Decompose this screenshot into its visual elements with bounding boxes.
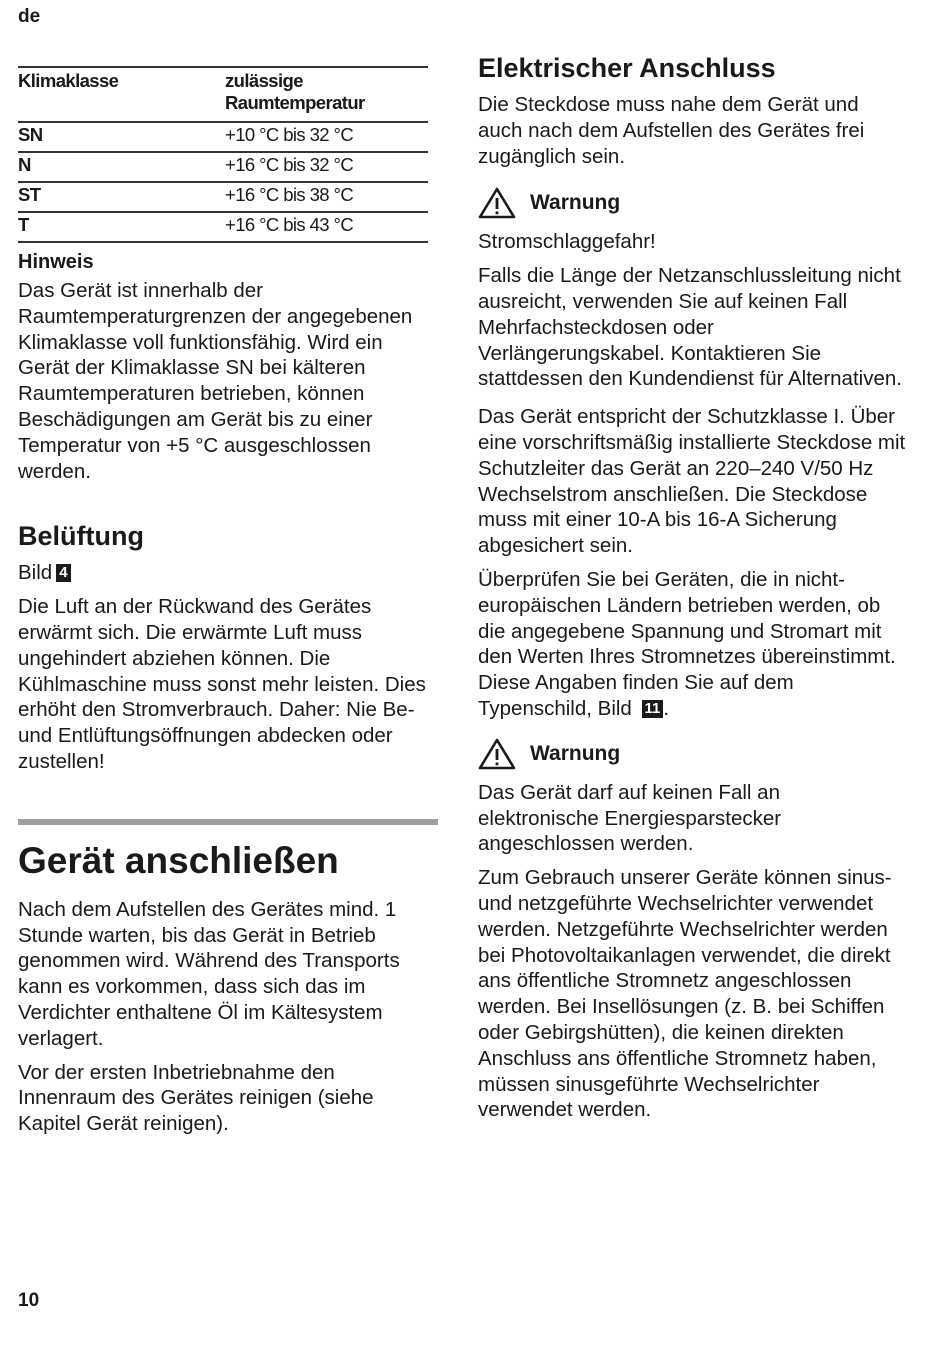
- warning-triangle-icon: [478, 738, 516, 770]
- protection-class-text: Das Gerät entspricht der Schutzklasse I. Über eine vorschriftsmäßig installierte Steckdose mit Schutzleiter das Gerät an 220–240 V/50 Hz Wechselstrom anschließen. Die Steckdose muss mit einer 10-A bis 16-A Sicherung abgesichert sein.: [478, 405, 906, 558]
- table-cell-temperature: +16 °C bis 32 °C: [225, 152, 428, 182]
- socket-access-text: Die Steckdose muss nahe dem Gerät und auch nach dem Aufstellen des Gerätes frei zugänglich sein.: [478, 93, 865, 168]
- table-cell-class: N: [18, 152, 225, 182]
- section-title-elektrischer-anschluss: Elektrischer Anschluss: [478, 53, 776, 83]
- figure-number-badge: 4: [56, 564, 70, 582]
- table-cell-temperature: +10 °C bis 32 °C: [225, 122, 428, 152]
- table-cell-class: SN: [18, 122, 225, 152]
- warning-energy-saver-text: Das Gerät darf auf keinen Fall an elektronische Energiesparstecker angeschlossen werden.: [478, 780, 782, 856]
- section-divider: [18, 819, 438, 825]
- voltage-check-body: Überprüfen Sie bei Geräten, die in nicht-europäischen Ländern betrieben werden, ob die angegebene Spannung und Stromart mit den Werten Ihres Stromnetzes übereinstimmt. Diese Angaben finden Sie auf dem Typenschild, Bild: [478, 567, 896, 720]
- figure-reference-label: Bild: [18, 561, 53, 585]
- table-cell-class: T: [18, 212, 225, 242]
- table-cell-temperature: +16 °C bis 43 °C: [225, 212, 428, 242]
- section-title-belueftung: Belüftung: [18, 521, 144, 552]
- warning-label: Warnung: [530, 741, 621, 765]
- warning-triangle-icon: [478, 187, 516, 219]
- note-heading: Hinweis: [18, 251, 94, 273]
- right-column: [478, 52, 906, 1123]
- warning-heading: [478, 187, 906, 219]
- installation-paragraph-1: Nach dem Aufstellen des Gerätes mind. 1 Stunde warten, bis das Gerät in Betrieb genommen wird. Während des Transports kann es vorkommen, dass sich das im Verdichter enthaltene Öl im Kältesystem verlagert.: [18, 897, 400, 1050]
- left-column: [18, 66, 436, 1137]
- climate-class-table: [18, 66, 428, 243]
- table-cell-temperature: +16 °C bis 38 °C: [225, 182, 428, 212]
- column-header-klimaklasse: Klimaklasse: [18, 67, 225, 122]
- table-row: [18, 212, 428, 242]
- table-cell-class: ST: [18, 182, 225, 212]
- table-row: [18, 152, 428, 182]
- voltage-check-text: [478, 567, 906, 722]
- warning-shock-hazard: Stromschlaggefahr!: [478, 230, 656, 254]
- warning-label: Warnung: [530, 191, 621, 215]
- warning-heading: [478, 738, 906, 770]
- figure-number-badge: 11: [642, 700, 664, 718]
- table-row: [18, 182, 428, 212]
- table-row: [18, 122, 428, 152]
- installation-paragraph-2: Vor der ersten Inbetriebnahme den Innenraum des Gerätes reinigen (siehe Kapitel Gerät reinigen).: [18, 1060, 374, 1136]
- table-header-row: [18, 67, 428, 122]
- voltage-check-end: .: [663, 696, 670, 720]
- column-header-raumtemperatur: zulässige Raumtemperatur: [225, 67, 428, 122]
- ventilation-text: Die Luft an der Rückwand des Gerätes erwärmt sich. Die erwärmte Luft muss ungehindert abziehen können. Die Kühlmaschine muss sonst mehr leisten. Dies erhöht den Stromverbrauch. Daher: Nie Be- und Entlüftungsöffnungen abdecken oder zustellen!: [18, 595, 426, 773]
- chapter-title: Gerät anschließen: [18, 839, 339, 881]
- warning-extension-cable-text: Falls die Länge der Netzanschlussleitung nicht ausreicht, verwenden Sie auf keinen Fall Mehrfachsteckdosen oder Verlängerungskabel. Kontaktieren Sie stattdessen den Kundendienst für Alternativen.: [478, 264, 902, 391]
- note-text: Das Gerät ist innerhalb der Raumtemperaturgrenzen der angegebenen Klimaklasse voll funktionsfähig. Wird ein Gerät der Klimaklasse SN bei kälteren Raumtemperaturen betrieben, können Beschädigungen am Gerät bis zu einer Temperatur von +5 °C ausgeschlossen werden.: [18, 279, 413, 483]
- figure-reference: [18, 560, 436, 586]
- language-code: de: [18, 6, 41, 27]
- page-number: 10: [18, 1290, 40, 1311]
- inverter-text: Zum Gebrauch unserer Geräte können sinus- und netzgeführte Wechselrichter verwendet werden. Netzgeführte Wechselrichter werden bei Photovoltaikanlagen verwendet, die direkt ans öffentliche Stromnetz angeschlossen werden. Bei Insellösungen (z. B. bei Schiffen oder Gebirgshütten), die keinen direkten Anschluss ans öffentliche Stromnetz haben, müssen sinusgeführte Wechselrichter verwendet werden.: [478, 866, 892, 1122]
